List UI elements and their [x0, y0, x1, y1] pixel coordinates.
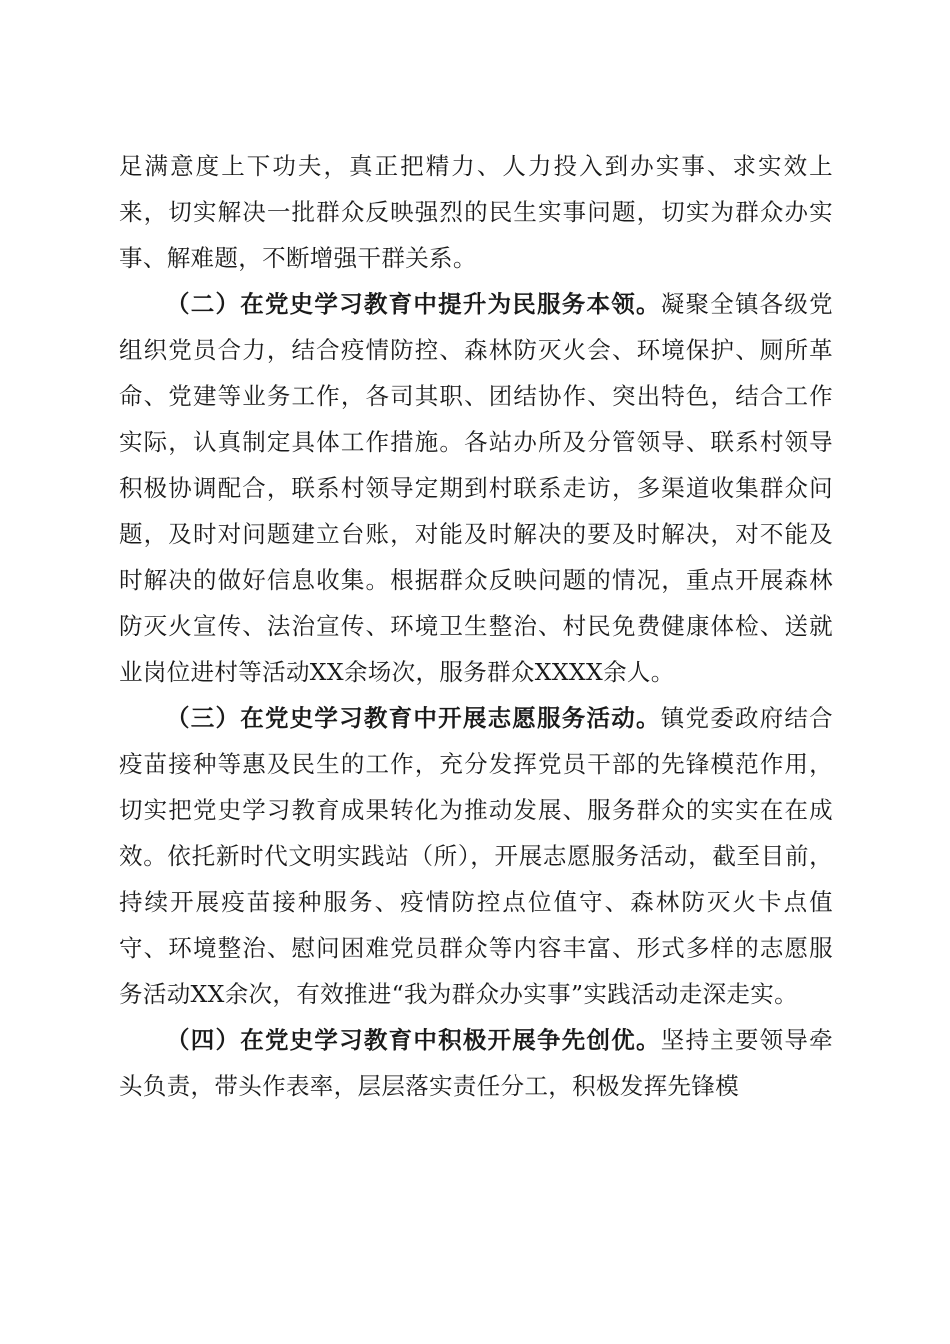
- document-body: [119, 143, 833, 1109]
- section-heading: （四）在党史学习教育中积极开展争先创优。: [166, 1026, 661, 1054]
- paragraph-section-3: [119, 695, 833, 1017]
- section-heading: （三）在党史学习教育中开展志愿服务活动。: [166, 704, 661, 732]
- paragraph-section-4: [119, 1017, 833, 1109]
- paragraph-body: 凝聚全镇各级党组织党员合力，结合疫情防控、森林防灭火会、环境保护、厕所革命、党建等业务工作，各司其职、团结协作、突出特色，结合工作实际，认真制定具体工作措施。各站办所及分管领导、联系村领导积极协调配合，联系村领导定期到村联系走访，多渠道收集群众问题，及时对问题建立台账，对能及时解决的要及时解决，对不能及时解决的做好信息收集。根据群众反映问题的情况，重点开展森林防灭火宣传、法治宣传、环境卫生整治、村民免费健康体检、送就业岗位进村等活动XX余场次，服务群众XXXX余人。: [119, 290, 834, 686]
- paragraph-section-2: [119, 281, 833, 695]
- section-heading: （二）在党史学习教育中提升为民服务本领。: [166, 290, 661, 318]
- paragraph-body: 足满意度上下功夫，真正把精力、人力投入到办实事、求实效上来，切实解决一批群众反映强烈的民生实事问题，切实为群众办实事、解难题，不断增强干群关系。: [119, 152, 833, 272]
- paragraph-continuation: [119, 143, 833, 281]
- paragraph-body: 坚持主要领导牵头负责，带头作表率，层层落实责任分工，积极发挥先锋模: [119, 1026, 834, 1100]
- paragraph-body: 镇党委政府结合疫苗接种等惠及民生的工作，充分发挥党员干部的先锋模范作用，切实把党史学习教育成果转化为推动发展、服务群众的实实在在成效。依托新时代文明实践站（所），开展志愿服务活动，截至目前，持续开展疫苗接种服务、疫情防控点位值守、森林防灭火卡点值守、环境整治、慰问困难党员群众等内容丰富、形式多样的志愿服务活动XX余次，有效推进“我为群众办实事”实践活动走深走实。: [119, 704, 834, 1008]
